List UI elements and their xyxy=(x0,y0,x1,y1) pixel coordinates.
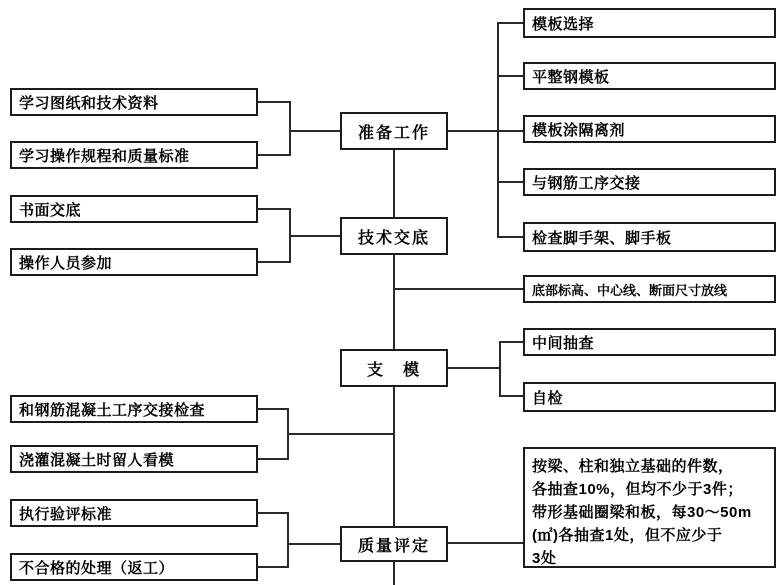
node-self-inspection: 自检 xyxy=(523,382,776,412)
sampling-note-line: 各抽查10%，但均不少于3件； xyxy=(532,481,743,498)
node-study-procedures: 学习操作规程和质量标准 xyxy=(10,141,258,169)
connector-line xyxy=(448,367,501,369)
node-formwork-erection: 支 模 xyxy=(340,349,448,387)
node-written-disclosure: 书面交底 xyxy=(10,195,258,223)
connector-line xyxy=(497,181,523,183)
sampling-note-line: (㎡)各抽查1处，但不应少于 xyxy=(532,527,723,544)
node-intermediate-check: 中间抽查 xyxy=(523,328,776,356)
connector-line xyxy=(393,288,523,290)
connector-line xyxy=(258,458,289,460)
connector-line xyxy=(258,101,291,103)
connector-line xyxy=(287,433,395,435)
node-release-agent: 模板涂隔离剂 xyxy=(523,115,776,143)
node-watch-formwork: 浇灌混凝土时留人看模 xyxy=(10,445,258,473)
connector-line xyxy=(258,208,291,210)
connector-line xyxy=(393,562,395,585)
connector-line xyxy=(289,235,340,237)
connector-line xyxy=(258,154,291,156)
node-quality-assessment: 质量评定 xyxy=(340,526,448,562)
connector-line xyxy=(497,22,523,24)
connector-line xyxy=(287,543,340,545)
connector-line xyxy=(497,75,523,77)
sampling-note-line: 3处 xyxy=(532,550,557,567)
connector-line xyxy=(258,408,289,410)
connector-line xyxy=(497,236,523,238)
sampling-note-line: 按梁、柱和独立基础的件数， xyxy=(532,458,734,475)
node-rework-handling: 不合格的处理（返工） xyxy=(10,553,258,581)
connector-line xyxy=(497,22,499,238)
connector-line xyxy=(258,566,289,568)
connector-line xyxy=(499,341,501,397)
node-check-scaffolding: 检查脚手架、脚手板 xyxy=(523,222,776,252)
node-technical-disclosure: 技术交底 xyxy=(340,217,448,255)
connector-line xyxy=(258,512,289,514)
connector-line xyxy=(258,261,291,263)
node-study-drawings: 学习图纸和技术资料 xyxy=(10,88,258,116)
node-layout-lines: 底部标高、中心线、断面尺寸放线 xyxy=(523,275,776,303)
node-flatten-steel-formwork: 平整钢模板 xyxy=(523,62,776,90)
connector-line xyxy=(287,512,289,568)
node-rebar-handover: 与钢筋工序交接 xyxy=(523,168,776,196)
connector-line xyxy=(393,255,395,349)
connector-line xyxy=(448,542,523,544)
connector-line xyxy=(448,130,523,132)
node-rc-handover-check: 和钢筋混凝土工序交接检查 xyxy=(10,395,258,423)
connector-line xyxy=(393,387,395,526)
node-preparation: 准备工作 xyxy=(340,112,448,150)
connector-line xyxy=(393,150,395,217)
connector-line xyxy=(289,101,291,156)
node-formwork-selection: 模板选择 xyxy=(523,8,776,38)
connector-line xyxy=(499,395,523,397)
connector-line xyxy=(499,341,523,343)
node-acceptance-standards: 执行验评标准 xyxy=(10,499,258,527)
connector-line xyxy=(289,130,340,132)
node-operators-participate: 操作人员参加 xyxy=(10,248,258,276)
sampling-note-line: 带形基础圈梁和板，每30～50m xyxy=(532,504,752,521)
node-sampling-note xyxy=(523,447,776,568)
